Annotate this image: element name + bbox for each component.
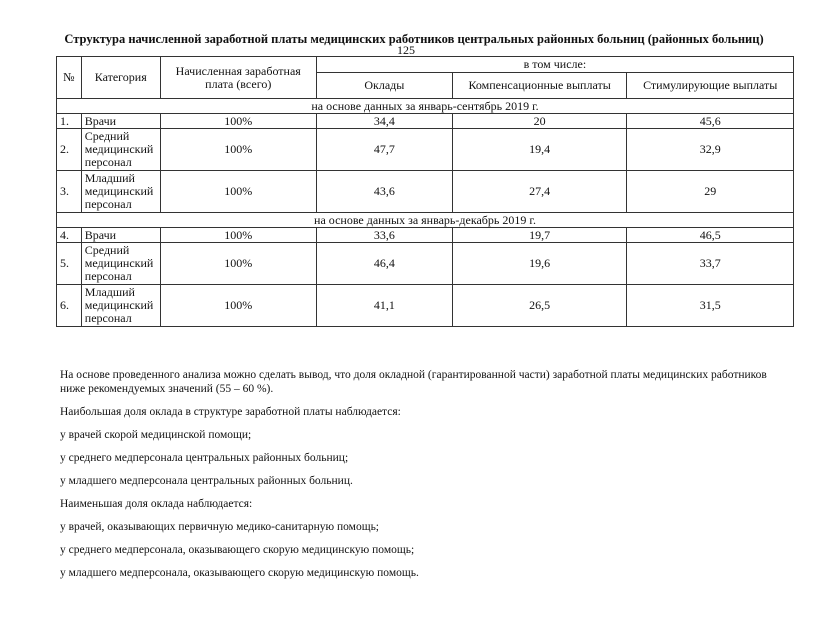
page-number: 125 [397, 43, 415, 57]
header-compensation: Компенсационные выплаты [452, 73, 627, 99]
list-item: у среднего медперсонала, оказывающего скорую медицинскую помощь; [60, 544, 415, 556]
row-category: Врачи [81, 228, 160, 243]
row-stimulating: 29 [627, 171, 794, 213]
paragraph: Наибольшая доля оклада в структуре заработной платы наблюдается: [60, 406, 401, 418]
row-num: 4. [57, 228, 82, 243]
row-compensation: 26,5 [452, 285, 627, 327]
row-category: Средний медицинский персонал [81, 243, 160, 285]
row-salary: 33,6 [316, 228, 452, 243]
table-row [57, 285, 794, 327]
list-item: у врачей скорой медицинской помощи; [60, 429, 252, 441]
header-salary: Оклады [316, 73, 452, 99]
row-salary: 47,7 [316, 129, 452, 171]
row-compensation: 19,4 [452, 129, 627, 171]
row-stimulating: 45,6 [627, 114, 794, 129]
row-compensation: 19,6 [452, 243, 627, 285]
row-salary: 46,4 [316, 243, 452, 285]
row-compensation: 20 [452, 114, 627, 129]
header-num: № [57, 57, 82, 99]
row-total: 100% [160, 129, 316, 171]
header-total: Начисленная заработная плата (всего) [160, 57, 316, 99]
section-label: на основе данных за январь-сентябрь 2019 г. [57, 99, 794, 114]
row-num: 3. [57, 171, 82, 213]
document-title: Структура начисленной заработной платы медицинских работников центральных районных больниц (районных больниц) [64, 32, 764, 46]
row-category: Младший медицинский персонал [81, 171, 160, 213]
row-stimulating: 33,7 [627, 243, 794, 285]
header-including: в том числе: [316, 57, 793, 73]
paragraph: Наименьшая доля оклада наблюдается: [60, 498, 253, 510]
row-salary: 43,6 [316, 171, 452, 213]
section-label: на основе данных за январь-декабрь 2019 г. [57, 213, 794, 228]
header-stimulating: Стимулирующие выплаты [627, 73, 794, 99]
row-category: Средний медицинский персонал [81, 129, 160, 171]
row-compensation: 27,4 [452, 171, 627, 213]
row-compensation: 19,7 [452, 228, 627, 243]
row-total: 100% [160, 228, 316, 243]
row-category: Врачи [81, 114, 160, 129]
row-stimulating: 32,9 [627, 129, 794, 171]
row-total: 100% [160, 285, 316, 327]
row-num: 2. [57, 129, 82, 171]
header-category: Категория [81, 57, 160, 99]
table-row [57, 171, 794, 213]
row-total: 100% [160, 171, 316, 213]
conclusion-paragraph: На основе проведенного анализа можно сделать вывод, что доля окладной (гарантированной части) заработной платы медицинских работников ниже рекомендуемых значений (55 – 60 %). [60, 369, 767, 395]
row-num: 6. [57, 285, 82, 327]
row-category: Младший медицинский персонал [81, 285, 160, 327]
row-stimulating: 46,5 [627, 228, 794, 243]
row-stimulating: 31,5 [627, 285, 794, 327]
list-item: у среднего медперсонала центральных районных больниц; [60, 452, 349, 464]
row-salary: 34,4 [316, 114, 452, 129]
row-num: 1. [57, 114, 82, 129]
table-row [57, 129, 794, 171]
list-item: у врачей, оказывающих первичную медико-санитарную помощь; [60, 521, 380, 533]
table-row [57, 228, 794, 243]
row-salary: 41,1 [316, 285, 452, 327]
row-total: 100% [160, 114, 316, 129]
list-item: у младшего медперсонала центральных районных больниц. [60, 475, 353, 487]
table-row [57, 243, 794, 285]
row-total: 100% [160, 243, 316, 285]
list-item: у младшего медперсонала, оказывающего скорую медицинскую помощь. [60, 567, 419, 579]
table-row [57, 114, 794, 129]
salary-structure-table [56, 56, 794, 327]
row-num: 5. [57, 243, 82, 285]
